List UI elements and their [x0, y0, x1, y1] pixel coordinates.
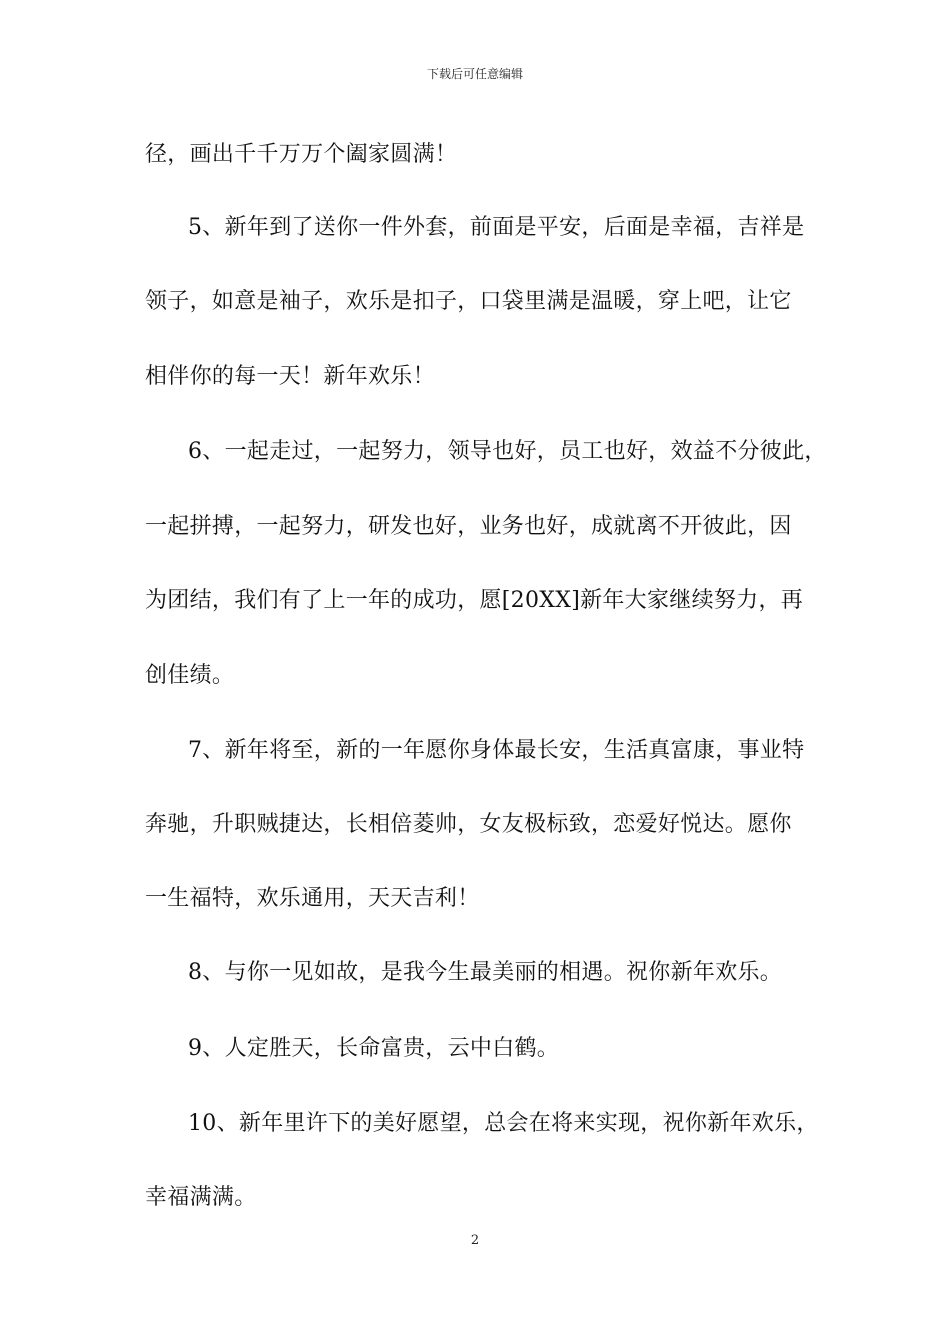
- page-header: 下载后可任意编辑: [426, 67, 523, 81]
- paragraph-line: 幸福满满。: [145, 1185, 257, 1210]
- paragraph-line: 10、新年里许下的美好愿望，总会在将来实现，祝你新年欢乐，: [188, 1111, 819, 1136]
- paragraph-line: 奔驰，升职贼捷达，长相倍菱帅，女友极标致，恋爱好悦达。愿你: [145, 812, 792, 837]
- paragraph-line: 相伴你的每一天！新年欢乐！: [145, 364, 435, 389]
- paragraph-line: 9、人定胜天，长命富贵，云中白鹤。: [188, 1036, 560, 1061]
- paragraph-line: 7、新年将至，新的一年愿你身体最长安，生活真富康，事业特: [188, 738, 805, 763]
- paragraph-line: 6、一起走过，一起努力，领导也好，员工也好，效益不分彼此，: [188, 439, 827, 464]
- paragraph-line: 一生福特，欢乐通用，天天吉利！: [145, 886, 480, 911]
- paragraph-line: 一起拼搏，一起努力，研发也好，业务也好，成就离不开彼此，因: [145, 514, 792, 539]
- paragraph-line: 创佳绩。: [145, 663, 235, 688]
- paragraph-line: 径，画出千千万万个阖家圆满！: [145, 142, 458, 167]
- page-number: 2: [470, 1233, 480, 1248]
- paragraph-line: 领子，如意是袖子，欢乐是扣子，口袋里满是温暖，穿上吧，让它: [145, 289, 792, 314]
- paragraph-line: 5、新年到了送你一件外套，前面是平安，后面是幸福，吉祥是: [188, 215, 805, 240]
- paragraph-line: 为团结，我们有了上一年的成功，愿[20XX]新年大家继续努力，再: [145, 588, 804, 613]
- paragraph-line: 8、与你一见如故，是我今生最美丽的相遇。祝你新年欢乐。: [188, 960, 783, 985]
